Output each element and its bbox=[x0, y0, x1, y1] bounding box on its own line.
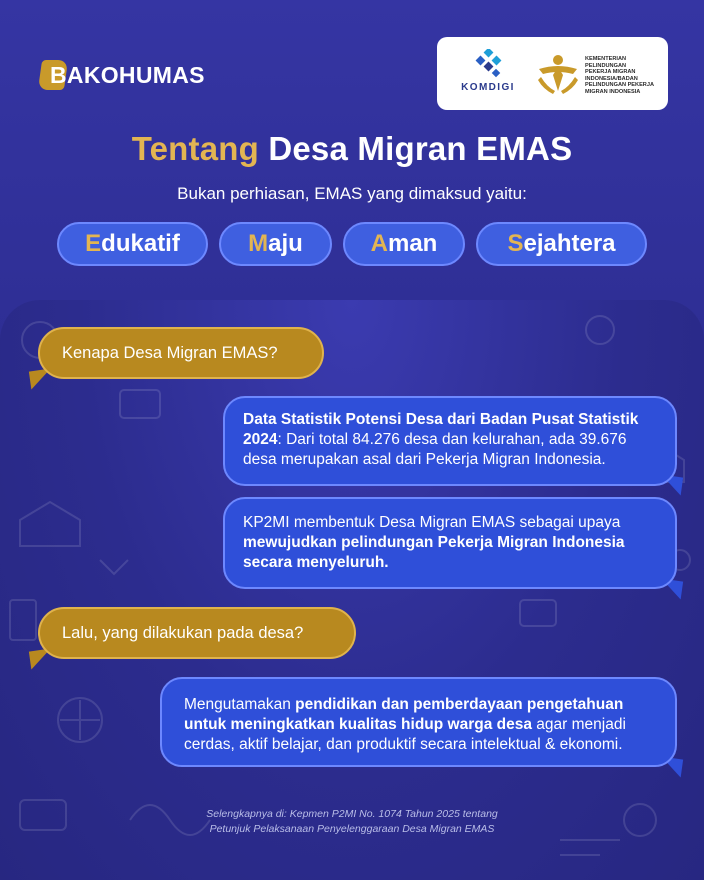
kp2mi-line: PEKERJA MIGRAN bbox=[585, 69, 636, 76]
source-footnote bbox=[0, 807, 704, 837]
answer-bubble-3 bbox=[160, 677, 677, 767]
page-subtitle: Bukan perhiasan, EMAS yang dimaksud yaitu: bbox=[177, 184, 527, 203]
kp2mi-line: INDONESIA/BADAN bbox=[585, 75, 638, 82]
kp2mi-line: PELINDUNGAN bbox=[585, 62, 627, 69]
answer-1-bold: Data Statistik Potensi Desa dari Badan Pusat Statistik 2024 bbox=[243, 411, 639, 448]
pill-rest: ejahtera bbox=[523, 230, 616, 257]
answer-2-text: KP2MI membentuk Desa Migran EMAS sebagai upaya bbox=[243, 514, 621, 531]
answer-2-bold: mewujudkan pelindungan Pekerja Migran Indonesia secara menyeluruh. bbox=[243, 534, 625, 571]
pill-rest: man bbox=[387, 230, 438, 257]
pill-rest: dukatif bbox=[101, 230, 180, 257]
pill-initial: A bbox=[370, 230, 388, 257]
kp2mi-name bbox=[585, 56, 665, 96]
emas-pills bbox=[0, 222, 704, 268]
pill-initial: S bbox=[507, 230, 524, 257]
kp2mi-line: KEMENTERIAN bbox=[585, 56, 627, 62]
pill-sejahtera bbox=[476, 222, 647, 266]
pill-initial: E bbox=[85, 230, 102, 257]
answer-3-text-end: agar menjadi cerdas, aktif belajar, dan produktif secara intelektual & ekonomi. bbox=[184, 716, 626, 753]
kp2mi-line: PELINDUNGAN PEKERJA bbox=[585, 82, 654, 89]
komdigi-emblem-icon bbox=[471, 49, 505, 79]
pill-edukatif bbox=[57, 222, 208, 266]
brand-logo bbox=[42, 58, 205, 92]
title-rest: Desa Migran EMAS bbox=[258, 130, 573, 167]
pill-aman bbox=[343, 222, 465, 266]
pill-maju bbox=[219, 222, 332, 266]
answer-bubble-2 bbox=[223, 497, 677, 589]
footnote-line-2: Petunjuk Pelaksanaan Penyelenggaraan Desa Migran EMAS bbox=[209, 823, 495, 835]
pill-rest: aju bbox=[268, 230, 303, 257]
footnote-line-1: Selengkapnya di: Kepmen P2MI No. 1074 Tahun 2025 tentang bbox=[206, 808, 498, 820]
answer-3-bold: pendidikan dan pemberdayaan pengetahuan untuk meningkatkan kualitas hidup warga desa bbox=[184, 696, 624, 733]
page-title bbox=[0, 130, 704, 168]
pill-initial: M bbox=[248, 230, 269, 257]
question-bubble-1: Kenapa Desa Migran EMAS? bbox=[38, 327, 324, 379]
kp2mi-emblem-icon bbox=[535, 51, 581, 97]
komdigi-label: KOMDIGI bbox=[461, 82, 515, 93]
kp2mi-line: MIGRAN INDONESIA bbox=[585, 88, 641, 95]
partner-logos-card bbox=[437, 37, 668, 110]
answer-1-text: : Dari total 84.276 desa dan kelurahan, ada 39.676 desa merupakan asal dari Pekerja Migran Indonesia. bbox=[243, 431, 627, 468]
answer-3-text: Mengutamakan bbox=[184, 696, 296, 713]
komdigi-logo bbox=[453, 49, 523, 101]
answer-bubble-1 bbox=[223, 396, 677, 486]
question-bubble-2: Lalu, yang dilakukan pada desa? bbox=[38, 607, 356, 659]
doodle-pattern bbox=[0, 300, 704, 880]
doodle-background bbox=[0, 300, 704, 880]
title-accent: Tentang bbox=[131, 130, 259, 167]
brand-name: BAKOHUMAS bbox=[50, 61, 205, 88]
